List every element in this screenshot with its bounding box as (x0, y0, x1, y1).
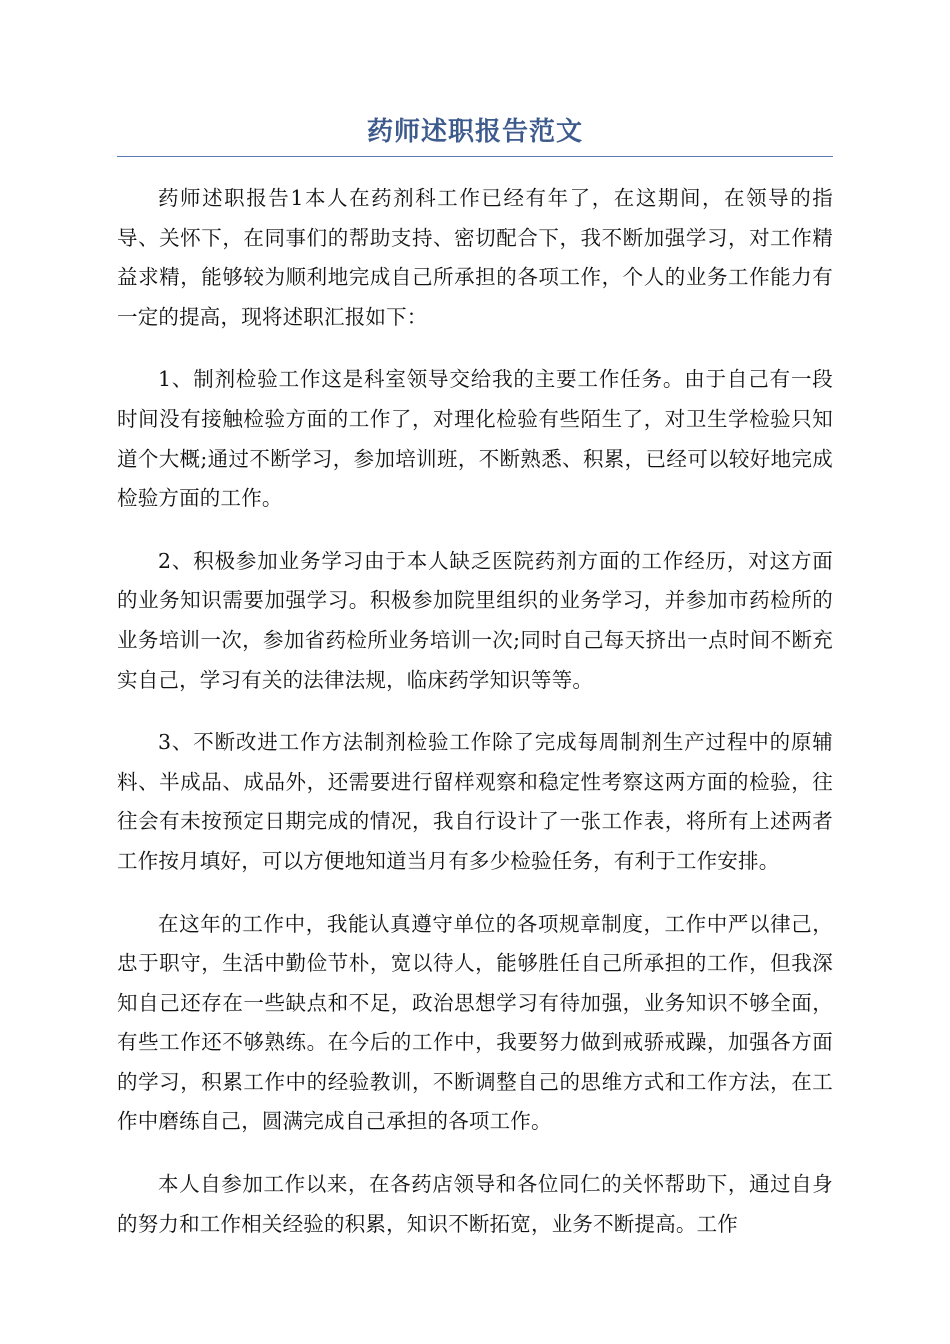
paragraph-item-1: 1、制剂检验工作这是科室领导交给我的主要工作任务。由于自己有一段时间没有接触检验方面的工作了，对理化检验有些陌生了，对卫生学检验只知道个大概;通过不断学习，参加培训班，不断熟悉、积累，已经可以较好地完成检验方面的工作。 (117, 367, 833, 511)
document-body (117, 179, 833, 1244)
document-page (117, 110, 833, 1267)
document-title: 药师述职报告范文 (117, 110, 833, 157)
paragraph-item-2: 2、积极参加业务学习由于本人缺乏医院药剂方面的工作经历，对这方面的业务知识需要加强学习。积极参加院里组织的业务学习，并参加市药检所的业务培训一次，参加省药检所业务培训一次;同时自己每天挤出一点时间不断充实自己，学习有关的法律法规，临床药学知识等等。 (117, 548, 833, 692)
paragraph-continuation: 本人自参加工作以来，在各药店领导和各位同仁的关怀帮助下，通过自身的努力和工作相关经验的积累，知识不断拓宽，业务不断提高。工作 (117, 1172, 833, 1236)
paragraph-summary: 在这年的工作中，我能认真遵守单位的各项规章制度，工作中严以律己，忠于职守，生活中勤俭节朴，宽以待人，能够胜任自己所承担的工作，但我深知自己还存在一些缺点和不足，政治思想学习有待加强，业务知识不够全面，有些工作还不够熟练。在今后的工作中，我要努力做到戒骄戒躁，加强各方面的学习，积累工作中的经验教训，不断调整自己的思维方式和工作方法，在工作中磨练自己，圆满完成自己承担的各项工作。 (117, 911, 833, 1134)
paragraph-intro: 药师述职报告1本人在药剂科工作已经有年了，在这期间，在领导的指导、关怀下，在同事们的帮助支持、密切配合下，我不断加强学习，对工作精益求精，能够较为顺利地完成自己所承担的各项工作，个人的业务工作能力有一定的提高，现将述职汇报如下： (117, 186, 833, 329)
paragraph-item-3: 3、不断改进工作方法制剂检验工作除了完成每周制剂生产过程中的原辅料、半成品、成品外，还需要进行留样观察和稳定性考察这两方面的检验，往往会有未按预定日期完成的情况，我自行设计了一张工作表，将所有上述两者工作按月填好，可以方便地知道当月有多少检验任务，有利于工作安排。 (117, 730, 833, 873)
